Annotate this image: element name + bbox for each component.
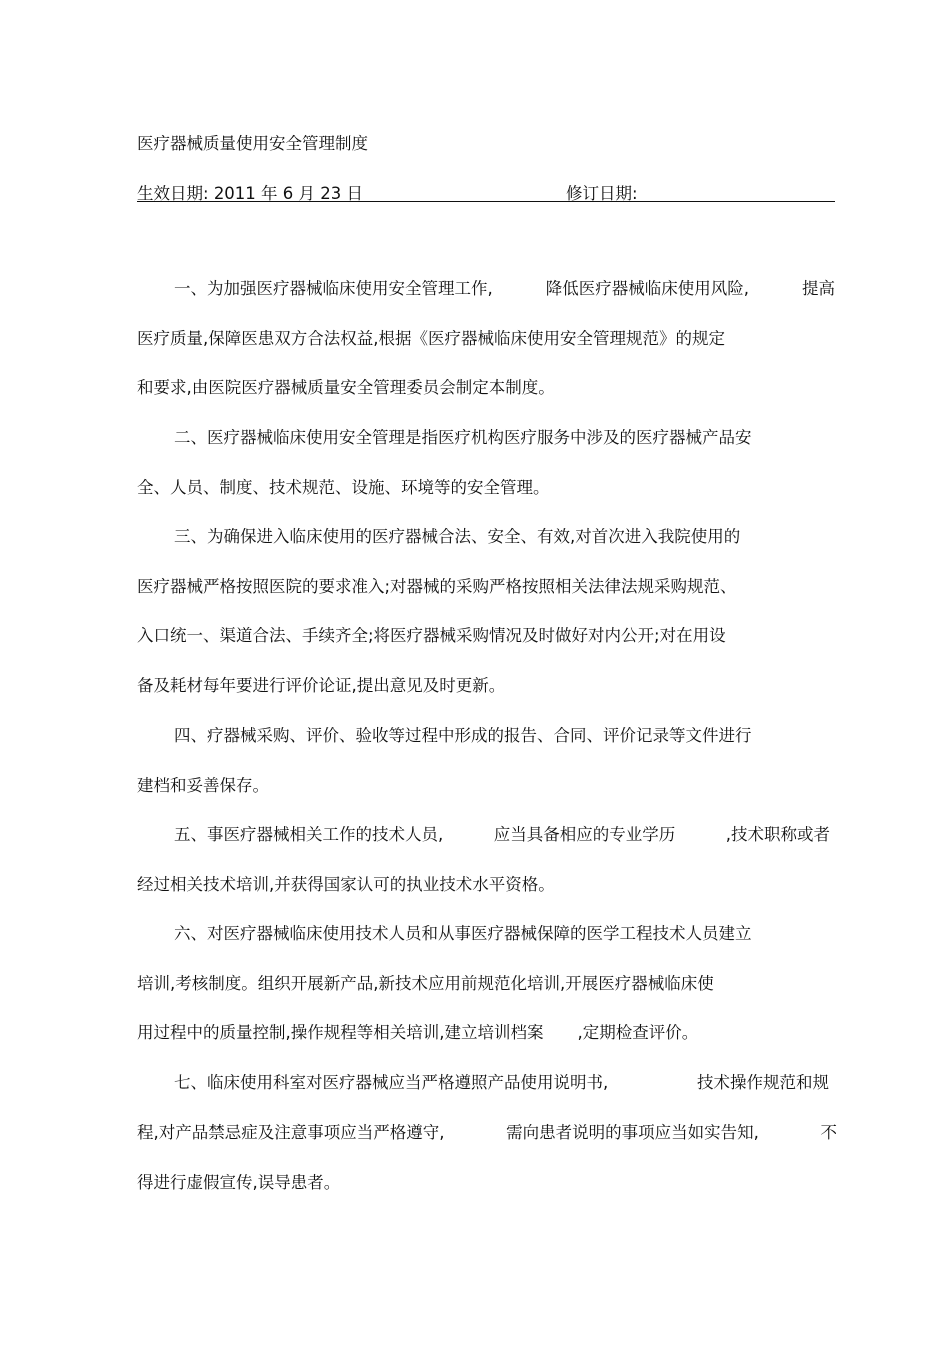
paragraph-line bbox=[137, 875, 555, 895]
text-segment: ,定期检查评价。 bbox=[577, 1023, 699, 1042]
paragraph-line bbox=[137, 626, 726, 646]
text-segment: 四、疗器械采购、评价、验收等过程中形成的报告、合同、评价记录等文件进行 bbox=[174, 726, 752, 745]
paragraph-line bbox=[137, 577, 737, 597]
paragraph-line bbox=[174, 428, 752, 448]
text-segment: 建档和妥善保存。 bbox=[137, 776, 269, 795]
text-segment: 入口统一、渠道合法、手续齐全;将医疗器械采购情况及时做好对内公开;对在用设 bbox=[137, 626, 726, 645]
text-segment: 应当具备相应的专业学历 bbox=[493, 825, 676, 844]
paragraph-line bbox=[174, 825, 830, 845]
date-row bbox=[137, 180, 835, 202]
text-segment: 医疗器械严格按照医院的要求准入;对器械的采购严格按照相关法律法规采购规范、 bbox=[137, 577, 737, 596]
effective-date-value: 2011 年 6 月 23 日 bbox=[213, 184, 364, 203]
paragraph-line bbox=[137, 478, 550, 498]
text-segment: 需向患者说明的事项应当如实告知, bbox=[506, 1123, 759, 1142]
paragraph-line bbox=[137, 776, 269, 796]
text-segment: 全、人员、制度、技术规范、设施、环境等的安全管理。 bbox=[137, 478, 550, 497]
paragraph-line bbox=[137, 974, 714, 994]
text-segment: 三、为确保进入临床使用的医疗器械合法、安全、有效,对首次进入我院使用的 bbox=[174, 527, 741, 546]
text-segment: 降低医疗器械临床使用风险, bbox=[545, 279, 749, 298]
text-segment: 备及耗材每年要进行评价论证,提出意见及时更新。 bbox=[137, 676, 506, 695]
text-segment: 六、对医疗器械临床使用技术人员和从事医疗器械保障的医学工程技术人员建立 bbox=[174, 924, 752, 943]
effective-date bbox=[137, 180, 363, 204]
text-segment: 和要求,由医院医疗器械质量安全管理委员会制定本制度。 bbox=[137, 378, 555, 397]
paragraph-line bbox=[137, 329, 725, 349]
text-segment: 经过相关技术培训,并获得国家认可的执业技术水平资格。 bbox=[137, 875, 555, 894]
paragraph-line bbox=[174, 1073, 829, 1093]
text-segment: 一、为加强医疗器械临床使用安全管理工作, bbox=[174, 279, 493, 298]
text-segment: 用过程中的质量控制,操作规程等相关培训,建立培训档案 bbox=[137, 1023, 544, 1042]
text-segment: 五、事医疗器械相关工作的技术人员, bbox=[174, 825, 444, 844]
text-segment: 二、医疗器械临床使用安全管理是指医疗机构医疗服务中涉及的医疗器械产品安 bbox=[174, 428, 752, 447]
paragraph-line bbox=[174, 279, 835, 299]
page-title: 医疗器械质量使用安全管理制度 bbox=[137, 134, 368, 153]
paragraph-line bbox=[174, 726, 752, 746]
paragraph-line bbox=[137, 1123, 837, 1143]
text-segment: 程,对产品禁忌症及注意事项应当严格遵守, bbox=[137, 1123, 445, 1142]
text-segment: 培训,考核制度。组织开展新产品,新技术应用前规范化培训,开展医疗器械临床使 bbox=[137, 974, 714, 993]
paragraph-line bbox=[137, 1173, 340, 1193]
paragraph-line bbox=[174, 527, 740, 547]
revision-date-label: 修订日期: bbox=[566, 184, 638, 203]
paragraph-line bbox=[137, 1023, 698, 1043]
text-segment: 医疗质量,保障医患双方合法权益,根据《医疗器械临床使用安全管理规范》的规定 bbox=[137, 329, 725, 348]
paragraph-line bbox=[174, 924, 752, 944]
text-segment: 技术操作规范和规 bbox=[697, 1073, 829, 1092]
text-segment: 提高 bbox=[802, 279, 835, 298]
paragraph-line bbox=[137, 676, 505, 696]
text-segment: 得进行虚假宣传,误导患者。 bbox=[137, 1173, 341, 1192]
text-segment: 七、临床使用科室对医疗器械应当严格遵照产品使用说明书, bbox=[174, 1073, 609, 1092]
text-segment: 不 bbox=[820, 1123, 837, 1142]
effective-date-label: 生效日期: bbox=[137, 184, 209, 203]
text-segment: ,技术职称或者 bbox=[725, 825, 830, 844]
paragraph-line bbox=[137, 378, 555, 398]
